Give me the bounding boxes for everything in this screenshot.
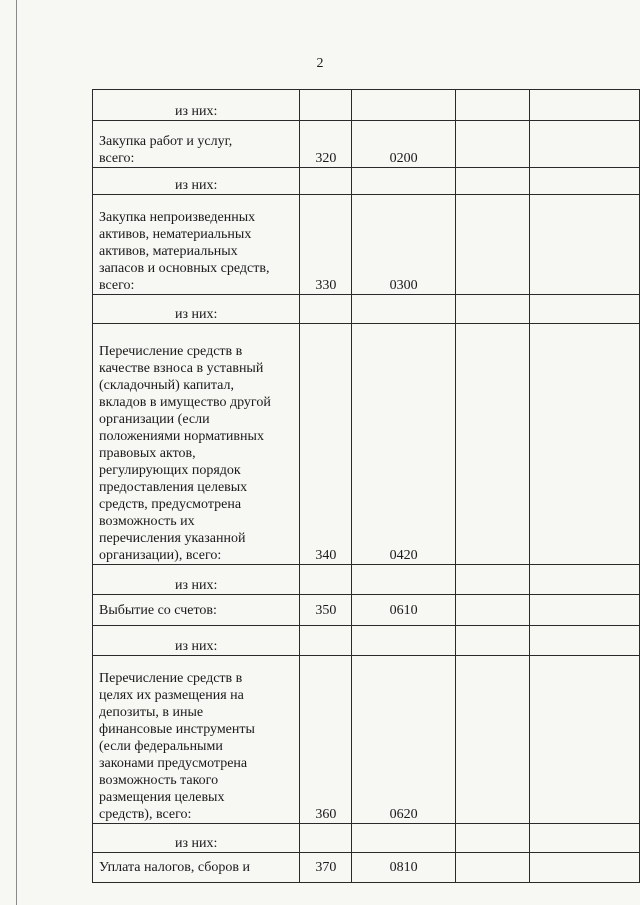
- row-code: 350: [300, 595, 352, 626]
- row-label: из них:: [93, 626, 300, 656]
- empty-cell: [529, 121, 639, 168]
- row-label: из них:: [93, 824, 300, 853]
- row-kbk: 0620: [352, 656, 456, 824]
- report-table: [92, 89, 640, 883]
- row-kbk: [352, 168, 456, 195]
- row-label: Закупка непроизведенных активов, нематериальных активов, материальных запасов и основных средств, всего:: [93, 195, 300, 295]
- row-label: Уплата налогов, сборов и: [93, 853, 300, 883]
- empty-cell: [455, 195, 529, 295]
- page-number: 2: [316, 56, 324, 71]
- table-row: [93, 295, 640, 324]
- empty-cell: [529, 565, 639, 595]
- empty-cell: [529, 824, 639, 853]
- row-kbk: [352, 295, 456, 324]
- empty-cell: [529, 168, 639, 195]
- empty-cell: [455, 626, 529, 656]
- empty-cell: [529, 195, 639, 295]
- empty-cell: [529, 90, 639, 121]
- row-code: [300, 295, 352, 324]
- empty-cell: [529, 295, 639, 324]
- row-label: из них:: [93, 295, 300, 324]
- row-kbk: 0200: [352, 121, 456, 168]
- empty-cell: [529, 595, 639, 626]
- table-row: [93, 565, 640, 595]
- empty-cell: [529, 626, 639, 656]
- table-row: [93, 824, 640, 853]
- row-code: 360: [300, 656, 352, 824]
- row-code: 370: [300, 853, 352, 883]
- row-code: [300, 90, 352, 121]
- row-kbk: [352, 626, 456, 656]
- row-code: 330: [300, 195, 352, 295]
- empty-cell: [455, 324, 529, 565]
- row-label: из них:: [93, 565, 300, 595]
- row-kbk: [352, 565, 456, 595]
- table-row: [93, 195, 640, 295]
- row-code: [300, 824, 352, 853]
- empty-cell: [529, 656, 639, 824]
- table-row: [93, 626, 640, 656]
- table-row: [93, 168, 640, 195]
- table-row: [93, 656, 640, 824]
- table-row: [93, 853, 640, 883]
- row-kbk: 0810: [352, 853, 456, 883]
- row-code: [300, 565, 352, 595]
- row-kbk: [352, 90, 456, 121]
- empty-cell: [455, 565, 529, 595]
- table-row: [93, 595, 640, 626]
- empty-cell: [455, 168, 529, 195]
- empty-cell: [455, 824, 529, 853]
- row-code: [300, 168, 352, 195]
- empty-cell: [529, 853, 639, 883]
- empty-cell: [529, 324, 639, 565]
- row-label: из них:: [93, 90, 300, 121]
- empty-cell: [455, 90, 529, 121]
- row-kbk: [352, 824, 456, 853]
- row-label: Выбытие со счетов:: [93, 595, 300, 626]
- row-label: Закупка работ и услуг, всего:: [93, 121, 300, 168]
- row-label: Перечисление средств в целях их размещения на депозиты, в иные финансовые инструменты (если федеральными законами предусмотрена возможность такого размещения целевых средств), всего:: [93, 656, 300, 824]
- empty-cell: [455, 656, 529, 824]
- table-row: [93, 324, 640, 565]
- row-kbk: 0420: [352, 324, 456, 565]
- empty-cell: [455, 595, 529, 626]
- empty-cell: [455, 295, 529, 324]
- row-code: 340: [300, 324, 352, 565]
- row-code: 320: [300, 121, 352, 168]
- page-left-edge-line: [16, 0, 17, 905]
- row-kbk: 0610: [352, 595, 456, 626]
- row-label: Перечисление средств в качестве взноса в уставный (складочный) капитал, вкладов в имущество другой организации (если положениями нормативных правовых актов, регулирующих порядок предоставления целевых средств, предусмотрена возможность их перечисления указанной организации), всего:: [93, 324, 300, 565]
- row-kbk: 0300: [352, 195, 456, 295]
- empty-cell: [455, 853, 529, 883]
- table-row: [93, 121, 640, 168]
- table-row: [93, 90, 640, 121]
- row-code: [300, 626, 352, 656]
- empty-cell: [455, 121, 529, 168]
- row-label: из них:: [93, 168, 300, 195]
